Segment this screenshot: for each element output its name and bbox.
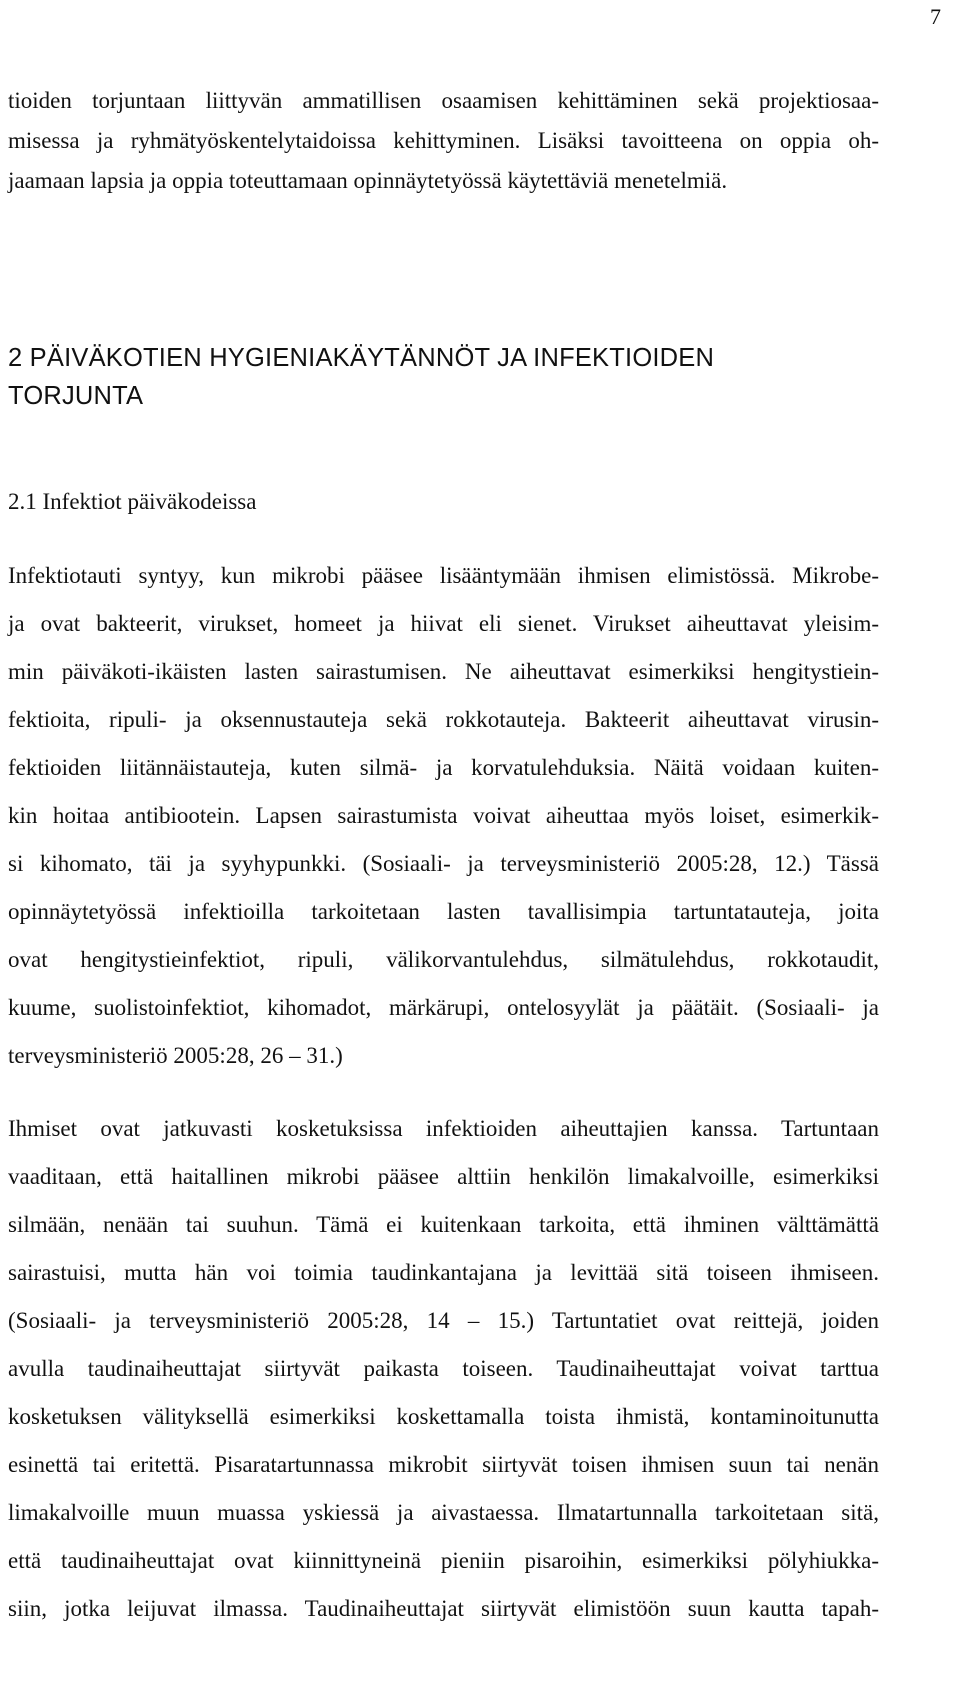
text-line: jaamaan lapsia ja oppia toteuttamaan opinnäytetyössä käytettäviä menetelmiä.: [8, 168, 728, 193]
text-line: esinettä tai eritettä. Pisaratartunnassa mikrobit siirtyvät toisen ihmisen suun tai nenän: [8, 1452, 879, 1477]
text-line: Infektiotauti syntyy, kun mikrobi pääsee lisääntymään ihmisen elimistössä. Mikrobe-: [8, 563, 879, 588]
text-line: sairastuisi, mutta hän voi toimia taudinkantajana ja levittää sitä toiseen ihmiseen.: [8, 1260, 879, 1285]
text-line: Ihmiset ovat jatkuvasti kosketuksissa infektioiden aiheuttajien kanssa. Tartuntaan: [8, 1116, 879, 1141]
text-line: fektioiden liitännäistauteja, kuten silmä- ja korvatulehduksia. Näitä voidaan kuiten-: [8, 755, 879, 780]
chapter-heading-line1: 2 PÄIVÄKOTIEN HYGIENIAKÄYTÄNNÖT JA INFEKTIOIDEN: [8, 344, 715, 372]
text-line: terveysministeriö 2005:28, 26 – 31.): [8, 1043, 343, 1068]
text-line: silmään, nenään tai suuhun. Tämä ei kuitenkaan tarkoita, että ihminen välttämättä: [8, 1212, 879, 1237]
text-line: fektioita, ripuli- ja oksennustauteja sekä rokkotauteja. Bakteerit aiheuttavat virusin-: [8, 707, 879, 732]
text-line: ovat hengitystieinfektiot, ripuli, välikorvantulehdus, silmätulehdus, rokkotaudit,: [8, 947, 879, 972]
text-line: kosketuksen välityksellä esimerkiksi koskettamalla toista ihmistä, kontaminoitunutta: [8, 1404, 879, 1429]
text-line: opinnäytetyössä infektioilla tarkoitetaan lasten tavallisimpia tartuntatauteja, joita: [8, 899, 879, 924]
text-line: avulla taudinaiheuttajat siirtyvät paikasta toiseen. Taudinaiheuttajat voivat tarttua: [8, 1356, 879, 1381]
text-line: kuume, suolistoinfektiot, kihomadot, märkärupi, ontelosyylät ja päätäit. (Sosiaali- ja: [8, 995, 879, 1020]
text-line: min päiväkoti-ikäisten lasten sairastumisen. Ne aiheuttavat esimerkiksi hengitystiein-: [8, 659, 879, 684]
text-line: ja ovat bakteerit, virukset, homeet ja hiivat eli sienet. Virukset aiheuttavat yleisim-: [8, 611, 879, 636]
text-line: misessa ja ryhmätyöskentelytaidoissa kehittyminen. Lisäksi tavoitteena on oppia oh-: [8, 128, 879, 153]
text-line: siin, jotka leijuvat ilmassa. Taudinaiheuttajat siirtyvät elimistöön suun kautta tapah-: [8, 1596, 879, 1621]
text-line: tioiden torjuntaan liittyvän ammatillisen osaamisen kehittäminen sekä projektiosaa-: [8, 88, 879, 113]
page-number: 7: [930, 4, 941, 29]
section-heading: 2.1 Infektiot päiväkodeissa: [8, 489, 257, 514]
text-line: (Sosiaali- ja terveysministeriö 2005:28, 14 – 15.) Tartuntatiet ovat reittejä, joiden: [8, 1308, 879, 1333]
text-line: että taudinaiheuttajat ovat kiinnittyneinä pieniin pisaroihin, esimerkiksi pölyhiukka-: [8, 1548, 879, 1573]
chapter-heading-line2: TORJUNTA: [8, 382, 144, 410]
text-line: limakalvoille muun muassa yskiessä ja aivastaessa. Ilmatartunnalla tarkoitetaan sitä,: [8, 1500, 879, 1525]
text-line: kin hoitaa antibiootein. Lapsen sairastumista voivat aiheuttaa myös loiset, esimerkik-: [8, 803, 879, 828]
text-line: vaaditaan, että haitallinen mikrobi pääsee alttiin henkilön limakalvoille, esimerkiksi: [8, 1164, 879, 1189]
text-line: si kihomato, täi ja syyhypunkki. (Sosiaali- ja terveysministeriö 2005:28, 12.) Tässä: [8, 851, 879, 876]
